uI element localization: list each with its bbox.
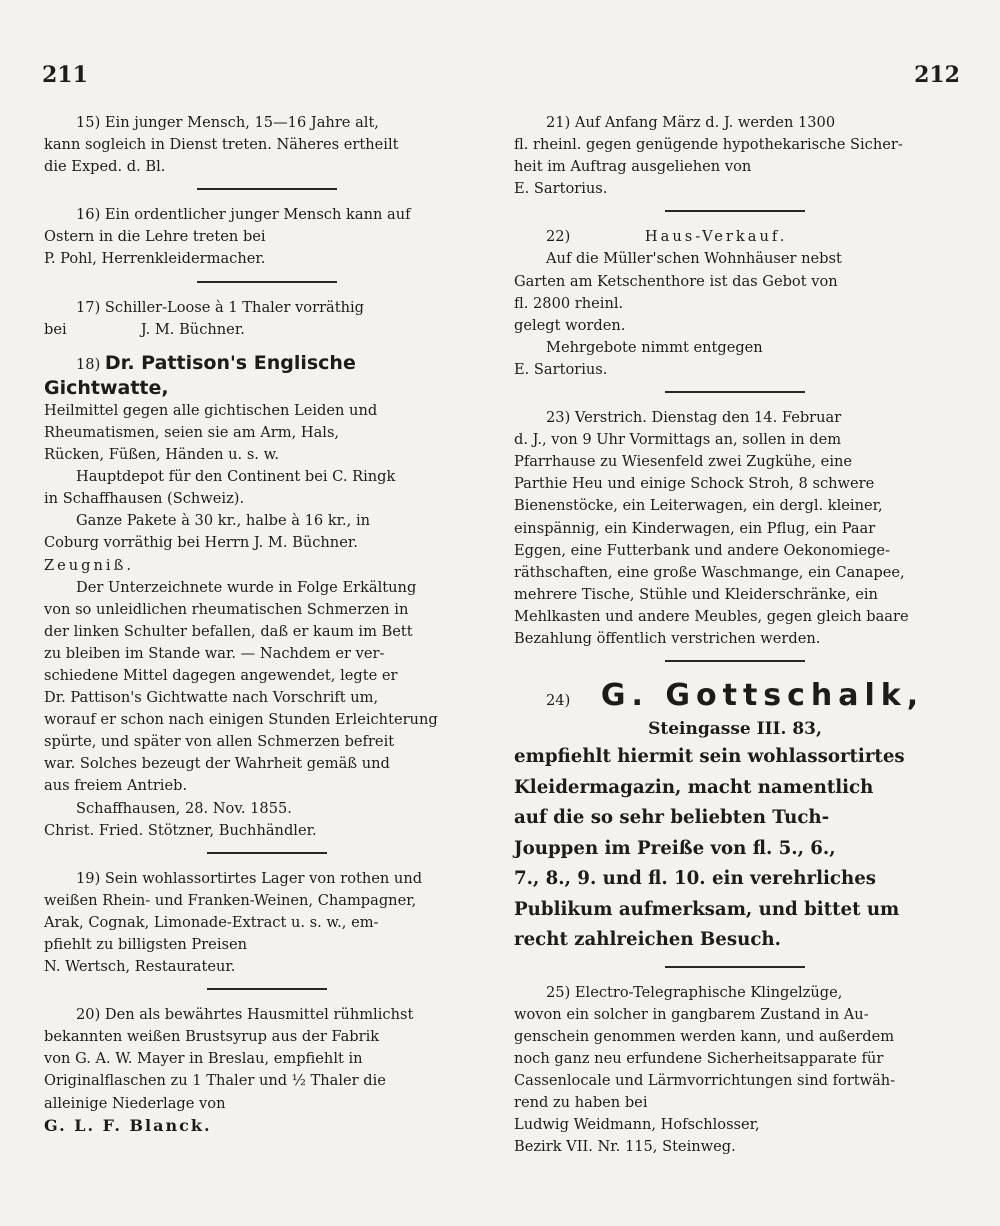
- separator-rule: [207, 852, 327, 854]
- notice-23-line: Mehlkasten und andere Meubles, gegen gleich baare: [514, 607, 909, 625]
- notice-23-line: Pfarrhause zu Wiesenfeld zwei Zugkühe, eine: [514, 453, 853, 471]
- notice-22-number: 22): [546, 228, 571, 246]
- notice-19: [44, 868, 490, 978]
- notice-18-title: Dr. Pattison's Englische: [104, 351, 356, 374]
- notice-24-line: empfiehlt hiermit sein wohlassortirtes: [514, 746, 905, 768]
- notice-18-line: der linken Schulter befallen, daß er kaum im Bett: [44, 622, 413, 640]
- notice-15: [44, 112, 490, 178]
- notice-20-line: Originalflaschen zu 1 Thaler und ½ Thaler die: [44, 1072, 386, 1090]
- notice-22-line: gelegt worden.: [514, 316, 626, 334]
- notice-17-line: 17) Schiller-Loose à 1 Thaler vorräthig: [76, 298, 365, 316]
- notice-24-line: Publikum aufmerksam, und bittet um: [514, 898, 900, 920]
- notice-24-line: 7., 8., 9. und fl. 10. ein verehrliches: [514, 868, 877, 890]
- notice-24: [514, 676, 956, 956]
- separator-rule: [207, 988, 327, 990]
- notice-20-line: 20) Den als bewährtes Hausmittel rühmlichst: [76, 1006, 414, 1024]
- right-column: [514, 112, 956, 1164]
- notice-18-heading: [44, 351, 490, 376]
- left-column: [44, 112, 490, 1143]
- notice-24-number: 24): [546, 692, 571, 710]
- notice-25-line: wovon ein solcher in gangbarem Zustand in Au-: [514, 1005, 869, 1023]
- notice-16-line: Ostern in die Lehre treten bei: [44, 228, 266, 246]
- notice-25-line: rend zu haben bei: [514, 1094, 648, 1112]
- notice-23-line: räthschaften, eine große Waschmange, ein Canapee,: [514, 563, 905, 581]
- notice-21-line: heit im Auftrag ausgeliehen von: [514, 158, 752, 176]
- notice-18-line: worauf er schon nach einigen Stunden Erleichterung: [44, 711, 438, 729]
- notice-18-line: zu bleiben im Stande war. — Nachdem er ver-: [44, 644, 385, 662]
- notice-19-signature: N. Wertsch, Restaurateur.: [44, 958, 236, 976]
- separator-rule: [665, 660, 805, 662]
- notice-19-line: pfiehlt zu billigsten Preisen: [44, 936, 248, 953]
- notice-20: [44, 1004, 490, 1137]
- notice-21: [514, 112, 956, 200]
- notice-22-line: Garten am Ketschenthore ist das Gebot von: [514, 272, 838, 290]
- notice-18-place-date: Schaffhausen, 28. Nov. 1855.: [76, 799, 292, 817]
- notice-15-line: 15) Ein junger Mensch, 15—16 Jahre alt,: [76, 114, 379, 131]
- separator-rule: [665, 210, 805, 212]
- notice-24-line: Jouppen im Preiße von fl. 5., 6.,: [514, 837, 836, 859]
- notice-23-line: d. J., von 9 Uhr Vormittags an, sollen in dem: [514, 431, 842, 449]
- notice-23-line: Eggen, eine Futterbank und andere Oekonomiege-: [514, 541, 890, 559]
- notice-21-signature: E. Sartorius.: [514, 180, 608, 198]
- notice-20-line: alleinige Niederlage von: [44, 1094, 226, 1112]
- notice-23-line: mehrere Tische, Stühle und Kleiderschränke, ein: [514, 585, 878, 603]
- notice-15-line: die Exped. d. Bl.: [44, 158, 166, 176]
- notice-22-line: Auf die Müller'schen Wohnhäuser nebst: [546, 250, 842, 268]
- notice-22-line: fl. 2800 rheinl.: [514, 294, 624, 312]
- separator-rule: [665, 391, 805, 393]
- notice-17-line: bei J. M. Büchner.: [44, 320, 245, 338]
- notice-23-line: Parthie Heu und einige Schock Stroh, 8 schwere: [514, 475, 875, 493]
- notice-19-line: weißen Rhein- und Franken-Weinen, Champagner,: [44, 891, 417, 909]
- notice-25-line: Cassenlocale und Lärmvorrichtungen sind fortwäh-: [514, 1071, 896, 1089]
- notice-18-line: spürte, und später von allen Schmerzen befreit: [44, 733, 395, 751]
- notice-21-line: 21) Auf Anfang März d. J. werden 1300: [546, 114, 836, 131]
- notice-23-line: 23) Verstrich. Dienstag den 14. Februar: [546, 409, 842, 427]
- notice-25-line: noch ganz neu erfundene Sicherheitsapparate für: [514, 1049, 884, 1067]
- notice-24-advert: [514, 742, 956, 956]
- notice-18-line: Ganze Pakete à 30 kr., halbe à 16 kr., in: [76, 512, 371, 530]
- notice-18-line: Der Unterzeichnete wurde in Folge Erkältung: [76, 578, 417, 596]
- notice-16-signature: P. Pohl, Herrenkleidermacher.: [44, 250, 266, 268]
- notice-18-line: schiedene Mittel dagegen angewendet, legte er: [44, 666, 398, 684]
- notice-18-line: Coburg vorräthig bei Herrn J. M. Büchner.: [44, 534, 358, 552]
- page-number-right: 212: [914, 62, 960, 88]
- notice-18-line: Dr. Pattison's Gichtwatte nach Vorschrift um,: [44, 689, 379, 707]
- notice-25-signature: Ludwig Weidmann, Hofschlosser,: [514, 1116, 760, 1134]
- notice-18-line: war. Solches bezeugt der Wahrheit gemäß und: [44, 755, 390, 773]
- notice-23-line: einspännig, ein Kinderwagen, ein Pflug, ein Paar: [514, 519, 876, 537]
- notice-19-line: 19) Sein wohlassortirtes Lager von rothen und: [76, 869, 423, 887]
- notice-24-line: Kleidermagazin, macht namentlich: [514, 776, 874, 798]
- notice-25-line: genschein genommen werden kann, und außerdem: [514, 1027, 895, 1045]
- notice-23: [514, 407, 956, 650]
- separator-rule: [665, 966, 805, 968]
- notice-24-line: auf die so sehr beliebten Tuch-: [514, 807, 830, 829]
- notice-20-line: von G. A. W. Mayer in Breslau, empfiehlt in: [44, 1050, 363, 1068]
- notice-24-merchant-name: G. Gottschalk,: [600, 678, 925, 714]
- notice-18-signature: Christ. Fried. Stötzner, Buchhändler.: [44, 821, 317, 839]
- notice-22-signature: E. Sartorius.: [514, 360, 608, 378]
- notice-17: [44, 297, 490, 341]
- notice-24-address: Steingasse III. 83,: [648, 719, 822, 740]
- notice-19-line: Arak, Cognak, Limonade-Extract u. s. w., em-: [44, 913, 379, 931]
- notice-23-line: Bezahlung öffentlich verstrichen werden.: [514, 629, 821, 647]
- notice-22: [514, 226, 956, 381]
- notice-22-heading: [514, 226, 956, 248]
- separator-rule: [197, 188, 337, 190]
- notice-15-line: kann sogleich in Dienst treten. Näheres ertheilt: [44, 136, 399, 154]
- notice-23-line: Bienenstöcke, ein Leiterwagen, ein dergl. kleiner,: [514, 497, 883, 515]
- notice-22-title: Haus-Verkauf.: [644, 228, 788, 246]
- notice-18-line: Rheumatismen, seien sie am Arm, Hals,: [44, 423, 340, 441]
- notice-21-line: fl. rheinl. gegen genügende hypothekarische Sicher-: [514, 136, 903, 154]
- notice-18-line: von so unleidlichen rheumatischen Schmerzen in: [44, 600, 409, 618]
- notice-18-line: Hauptdepot für den Continent bei C. Ringk: [76, 468, 396, 486]
- notice-18-line: Rücken, Füßen, Händen u. s. w.: [44, 446, 279, 464]
- notice-18-line: aus freiem Antrieb.: [44, 777, 188, 795]
- notice-25-address: Bezirk VII. Nr. 115, Steinweg.: [514, 1138, 736, 1156]
- notice-24-heading: [514, 676, 956, 716]
- notice-20-signature: G. L. F. Blanck.: [44, 1115, 212, 1135]
- notice-18-number: 18): [76, 355, 101, 373]
- notice-25-line: 25) Electro-Telegraphische Klingelzüge,: [546, 983, 843, 1001]
- notice-24-line: recht zahlreichen Besuch.: [514, 929, 781, 951]
- notice-18-subtitle: Gichtwatte,: [44, 376, 169, 399]
- separator-rule: [197, 281, 337, 283]
- notice-20-line: bekannten weißen Brustsyrup aus der Fabrik: [44, 1028, 380, 1046]
- notice-18-testimonial-heading: Zeugniß.: [44, 556, 134, 574]
- notice-18: [44, 351, 490, 842]
- notice-16-line: 16) Ein ordentlicher junger Mensch kann auf: [76, 206, 411, 224]
- notice-18-line: in Schaffhausen (Schweiz).: [44, 490, 245, 508]
- notice-22-line: Mehrgebote nimmt entgegen: [546, 338, 763, 356]
- notice-18-line: Heilmittel gegen alle gichtischen Leiden und: [44, 401, 378, 419]
- notice-16: [44, 204, 490, 270]
- notice-25: [514, 982, 956, 1159]
- page-number-left: 211: [42, 62, 88, 88]
